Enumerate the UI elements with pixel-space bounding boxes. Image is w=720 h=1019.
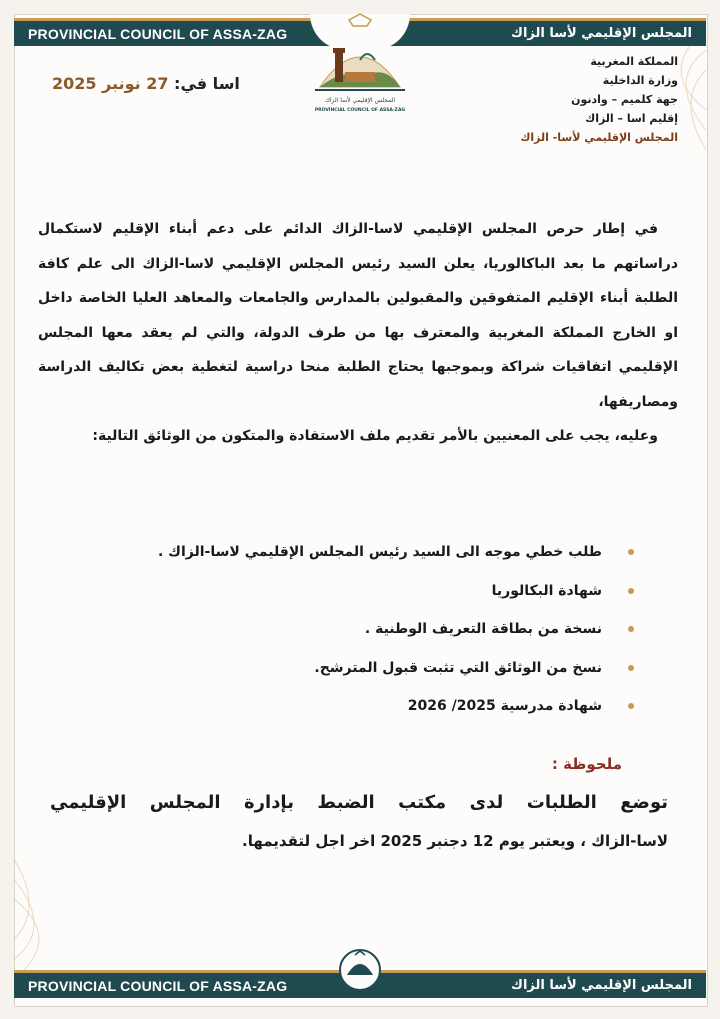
letter-body [38,212,678,454]
footer-bar-arabic-title: المجلس الإقليمي لأسا الزاك [511,978,692,993]
list-item: طلب خطي موجه الى السيد رئيس المجلس الإقليمي لاسا-الزاك . [122,538,622,577]
required-documents-list [122,538,622,731]
issuer-line-province: إقليم اسا – الزاك [585,112,678,125]
letter-date [52,74,240,93]
issuer-line-region: جهة كلميم – وادنون [571,93,678,106]
bullet-icon [628,703,634,709]
list-item: شهادة مدرسية 2025/ 2026 [122,692,622,731]
issuer-line-ministry: وزارة الداخلية [602,74,678,87]
note-line-1: توضع الطلبات لدى مكتب الضبط بإدارة المجلس الإقليمي [50,792,668,813]
body-paragraph-1: في إطار حرص المجلس الإقليمي لاسا-الزاك الدائم على دعم أبناء الإقليم لاستكمال دراساتهم ما بعد الباكالوريا، يعلن السيد رئيس المجلس الإقليمي لاسا-الزاك الى علم كافة الطلبة أبناء الإقليم المتفوقين والمقبولين بالمدارس والجامعات والمعاهد العليا الخاصة داخل او الخارج المملكة المغربية والمعترف بها من طرف الدولة، والتي لم يعقد معها المجلس الإقليمي اتفاقيات شراكة وبموجبها يحتاج الطلبة منحا دراسية لتغطية بعض تكاليف الدراسة ومصاريفها، [38,221,678,410]
logo-caption-english: PROVINCIAL COUNCIL OF ASSA-ZAG [314,108,406,113]
bullet-icon [628,626,634,632]
issuer-line-kingdom: المملكة المغربية [590,55,678,68]
footer-bar-english-title: PROVINCIAL COUNCIL OF ASSA-ZAG [28,977,288,994]
bullet-icon [628,549,634,555]
bullet-icon [628,588,634,594]
issuer-block [478,52,678,147]
list-item: نسخة من بطاقة التعريف الوطنية . [122,615,622,654]
header-bar-english-title: PROVINCIAL COUNCIL OF ASSA-ZAG [28,25,288,42]
bullet-icon [628,665,634,671]
list-item: شهادة البكالوريا [122,577,622,616]
logo-caption-arabic: المجلس الإقليمي لأسا الزاك [324,97,396,104]
footer-logo [335,945,385,995]
issuer-line-council: المجلس الإقليمي لأسا- الزاك [520,131,678,144]
body-paragraph-2: وعليه، يجب على المعنيين بالأمر تقديم ملف الاستفادة والمتكون من الوثائق التالية: [92,428,658,444]
note-line-2: لاسا-الزاك ، ويعتبر يوم 12 دجنبر 2025 اخر اجل لتقديمها. [242,832,668,850]
date-value: 27 نونبر 2025 [52,74,169,93]
header-bar-arabic-title: المجلس الإقليمي لأسا الزاك [511,26,692,41]
date-prefix: اسا في: [174,74,240,93]
note-title: ملحوظة : [551,755,622,773]
note-body [50,784,668,860]
council-logo [305,12,415,122]
list-item: نسخ من الوثائق التي تثبت قبول المترشح. [122,654,622,693]
